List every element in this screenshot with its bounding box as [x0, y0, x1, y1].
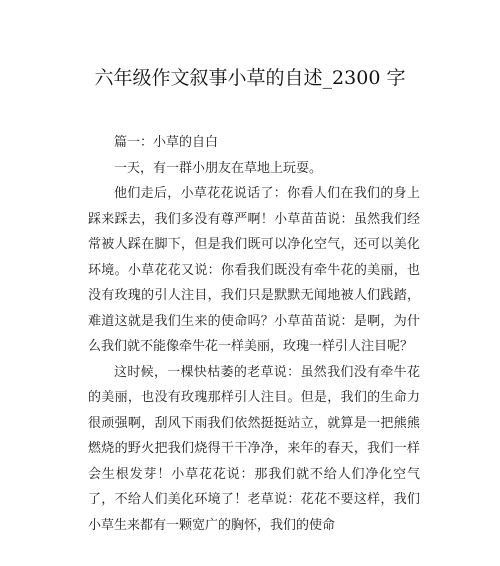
paragraph-3: 这时候，一棵快枯萎的老草说：虽然我们没有牵牛花的美丽，也没有玫瑰那样引人注目。但是，我们的生命力很顽强啊，刮风下雨我们依然挺挺站立，就算是一把熊熊燃烧的野火把我们烧得干干净净，来年的春天，我们一样会生根发芽！小草花花说：那我们就不给人们净化空气了，不给人们美化环境了！老草说：花花不要这样，我们小草生来都有一颗宽广的胸怀，我们的使命: [88, 364, 420, 533]
paragraph-1: 一天，有一群小朋友在草地上玩耍。: [114, 160, 323, 176]
paragraph-section-heading: 篇一：小草的自白: [114, 135, 219, 150]
document-body: [88, 130, 420, 538]
paragraph-2: 他们走后，小草花花说话了：你看人们在我们的身上踩来踩去，我们多没有尊严啊！小草苗苗说：虽然我们经常被人踩在脚下，但是我们既可以净化空气，还可以美化环境。小草花花又说：你看我们既没有牵牛花的美丽，也没有玫瑰的引人注目，我们只是默默无闻地被人们践踏，难道这就是我们生来的使命吗？小草苗苗说：是啊，为什么我们就不能像牵牛花一样美丽，玫瑰一样引人注目呢？: [88, 186, 420, 354]
document-title: 六年级作文叙事小草的自述_2300 字: [94, 67, 406, 89]
